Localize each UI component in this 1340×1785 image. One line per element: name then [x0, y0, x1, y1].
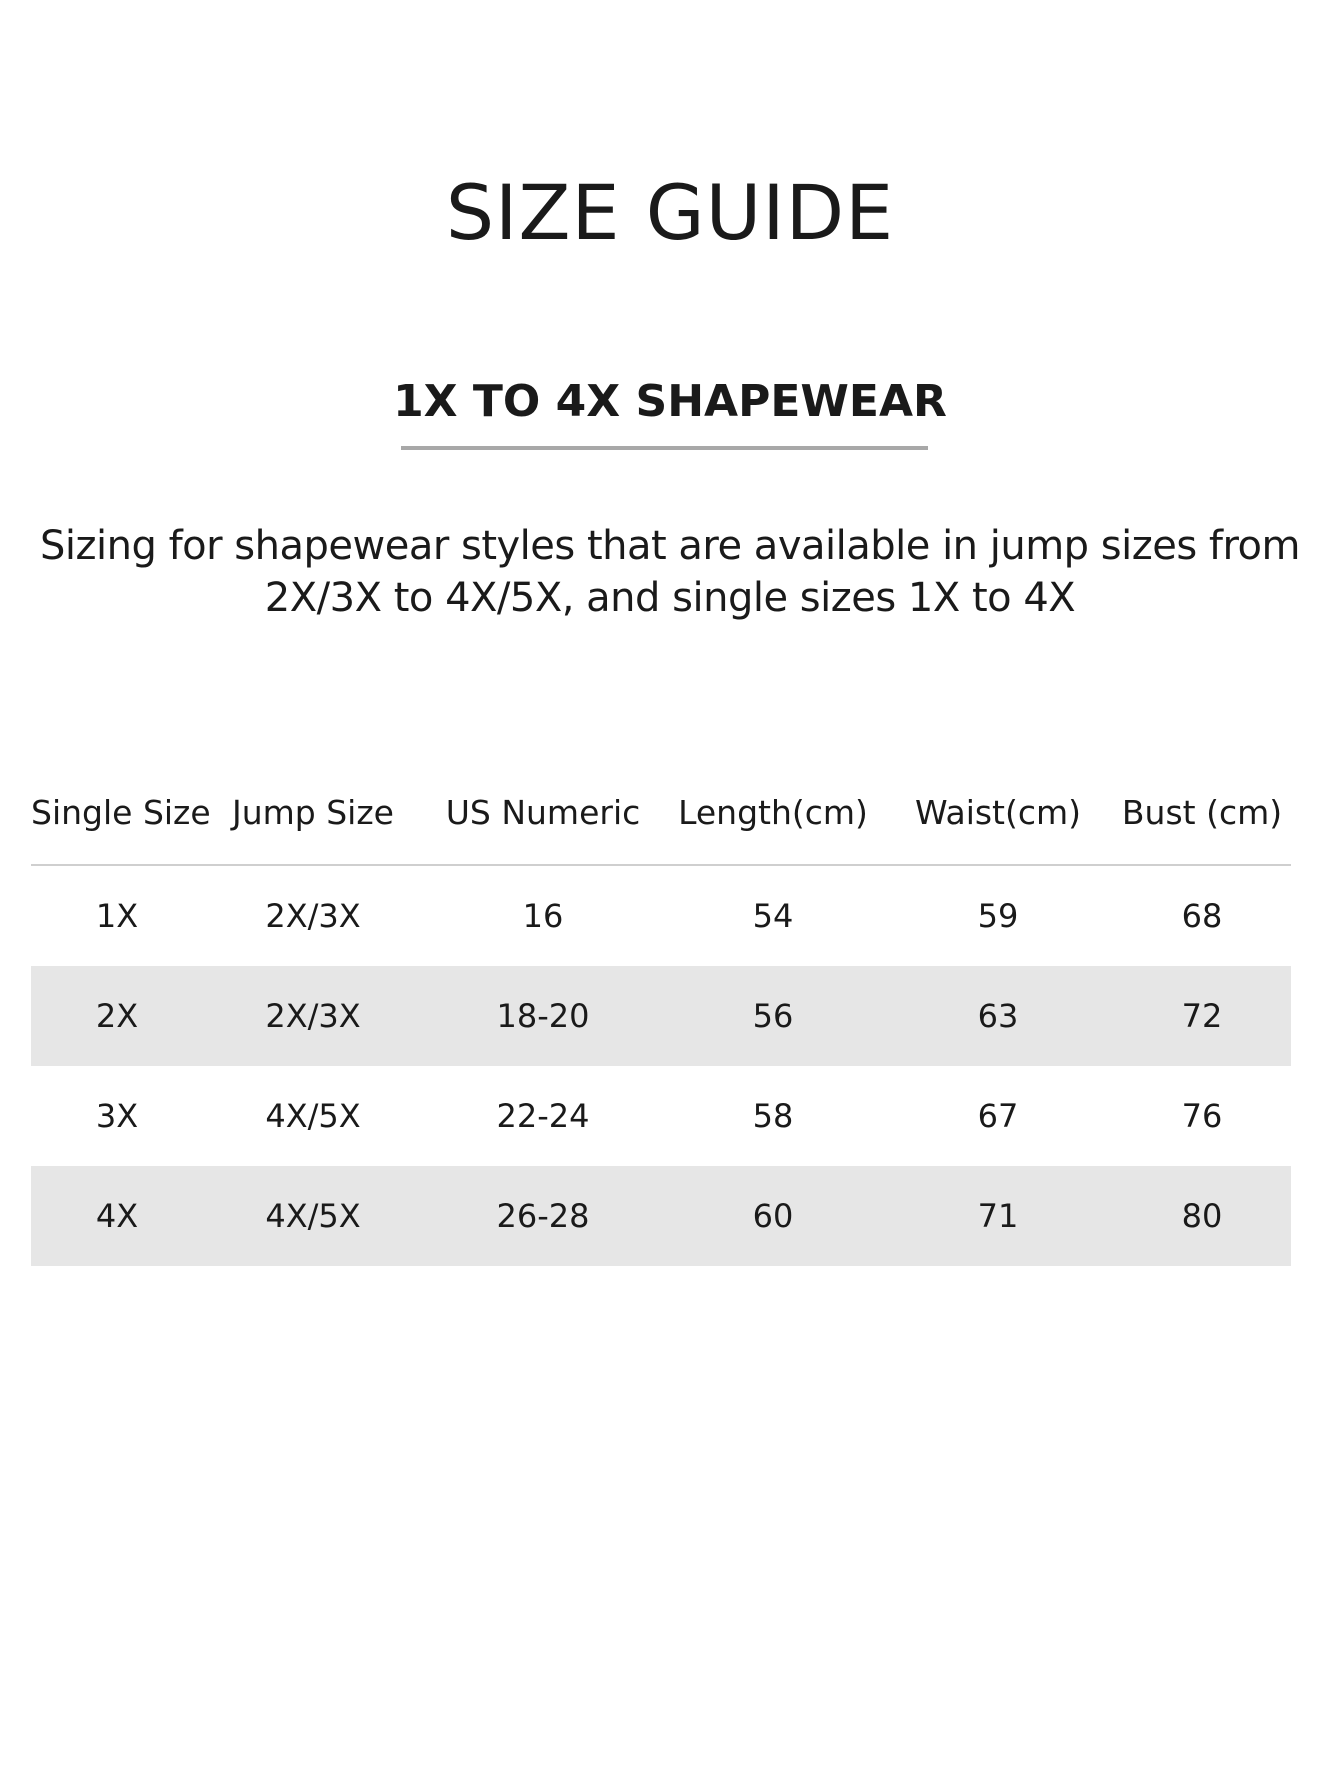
table-cell: 4X/5X — [265, 1097, 361, 1135]
description — [40, 520, 1300, 624]
column-header-jump-size: Jump Size — [203, 760, 423, 865]
table-cell: 1X — [95, 897, 139, 935]
section-title: 1X TO 4X SHAPEWEAR — [393, 376, 947, 427]
table-header-row — [31, 760, 1291, 865]
section-divider — [401, 446, 928, 450]
table-cell: 26-28 — [423, 1166, 663, 1266]
table-cell: 4X/5X — [203, 1166, 423, 1266]
table-row — [31, 1066, 1291, 1166]
table-row — [31, 865, 1291, 966]
table-cell: 68 — [1181, 897, 1223, 935]
table-cell: 58 — [752, 1097, 794, 1135]
column-header-us-numeric: US Numeric — [423, 760, 663, 865]
table-cell: 4X — [31, 1166, 203, 1266]
table-cell: 67 — [977, 1097, 1019, 1135]
table-cell: 22-24 — [496, 1097, 590, 1135]
page-title: SIZE GUIDE — [445, 168, 895, 257]
description-line-2: 2X/3X to 4X/5X, and single sizes 1X to 4X — [264, 575, 1076, 621]
size-table — [31, 760, 1291, 1266]
column-header-single-size: Single Size — [31, 760, 203, 865]
column-header-length: Length(cm) — [663, 760, 883, 865]
table-cell: 80 — [1113, 1166, 1291, 1266]
table-cell: 72 — [1113, 966, 1291, 1066]
table-cell: 54 — [752, 897, 794, 935]
table-cell: 60 — [663, 1166, 883, 1266]
table-cell: 3X — [95, 1097, 139, 1135]
table-row — [31, 1166, 1291, 1266]
column-header-waist: Waist(cm) — [883, 760, 1113, 865]
description-line-1: Sizing for shapewear styles that are available in jump sizes from — [40, 523, 1300, 569]
table-cell: 76 — [1181, 1097, 1223, 1135]
table-cell: 59 — [977, 897, 1019, 935]
table-cell: 2X/3X — [203, 966, 423, 1066]
table-cell: 2X/3X — [265, 897, 361, 935]
table-cell: 63 — [883, 966, 1113, 1066]
table-cell: 16 — [522, 897, 564, 935]
table-cell: 18-20 — [423, 966, 663, 1066]
table-row — [31, 966, 1291, 1066]
table-cell: 2X — [31, 966, 203, 1066]
table-cell: 56 — [663, 966, 883, 1066]
table-cell: 71 — [883, 1166, 1113, 1266]
column-header-bust: Bust (cm) — [1113, 760, 1291, 865]
